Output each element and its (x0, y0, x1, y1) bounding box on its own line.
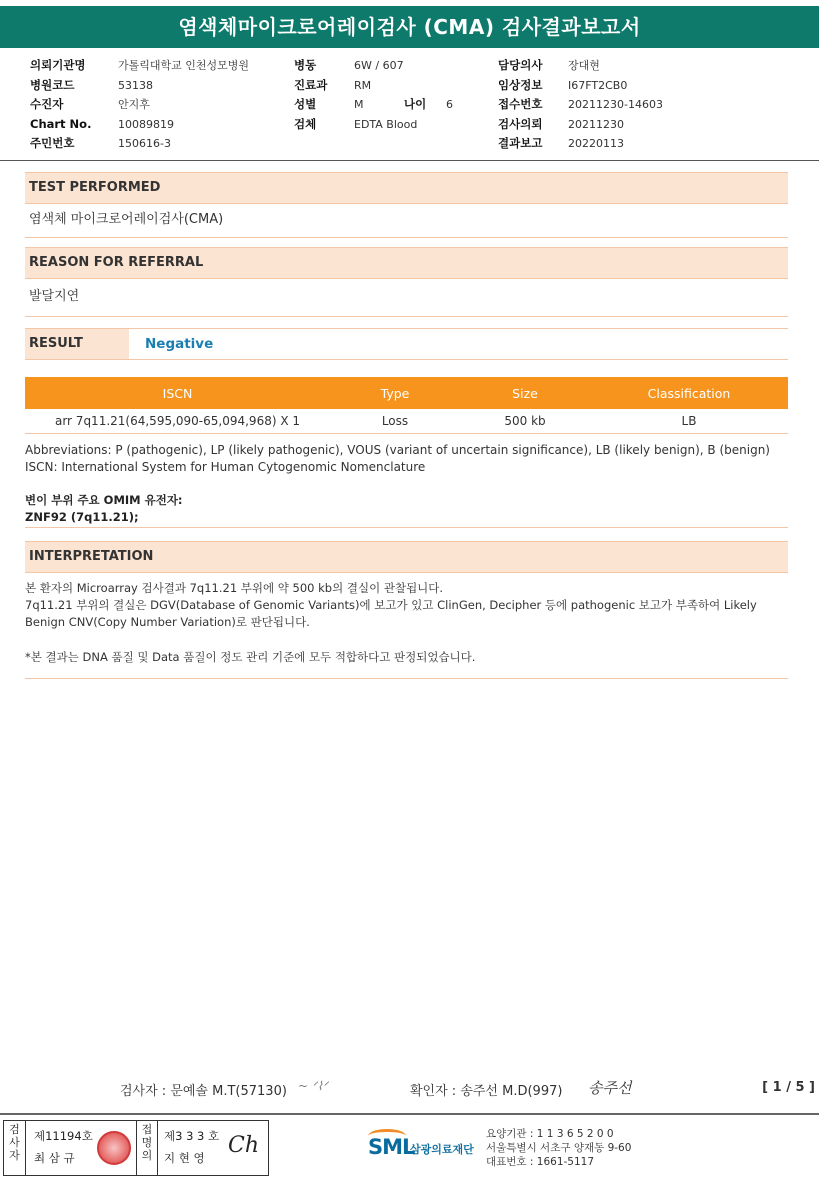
result-heading: RESULT (25, 329, 129, 359)
info-value: EDTA Blood (354, 117, 418, 131)
confirmer-sign: 송주선 (588, 1079, 632, 1097)
tester-signature: 검사자 : 문예솔 M.T(57130) (120, 1084, 287, 1099)
info-row (294, 76, 417, 96)
logo-mark: SML (368, 1135, 415, 1159)
cell-type: Loss (330, 409, 460, 433)
info-value: 10089819 (118, 117, 174, 131)
patient-info-column-2 (294, 56, 453, 134)
column-header-classification: Classification (590, 377, 788, 409)
handwritten-signature: Ch (228, 1133, 260, 1158)
patient-info-column-1 (30, 56, 249, 154)
info-label: 검사의뢰 (498, 116, 543, 131)
column-header-type: Type (330, 377, 460, 409)
referral-value: 발달지연 (25, 280, 788, 317)
info-value: 6W / 607 (354, 59, 404, 72)
lab-box-cell (164, 1121, 219, 1175)
license-name: 최 삼 규 (34, 1151, 75, 1165)
info-value: 20211230 (568, 117, 624, 131)
info-label: 의뢰기관명 (30, 58, 86, 72)
info-label: 병원코드 (30, 77, 75, 92)
interpretation-line: 7q11.21 부위의 결실은 DGV(Database of Genomic Variants)에 보고가 있고 ClinGen, Decipher 등에 pathogenic 보고가 부족하여 Likely (25, 598, 757, 612)
lab-box-label: 검사자 (4, 1121, 26, 1175)
patient-info (30, 56, 810, 156)
iscn-table (25, 377, 788, 434)
info-label: 주민번호 (30, 136, 75, 150)
license-number: 제3 3 3 호 (164, 1129, 220, 1143)
abbreviations-line: Abbreviations: P (pathogenic), LP (likely pathogenic), VOUS (variant of uncertain significance), LB (likely benign), B (benign) (25, 443, 770, 457)
seal-stamp-icon (97, 1131, 131, 1165)
test-performed-heading: TEST PERFORMED (25, 172, 788, 204)
report-title: 염색체마이크로어레이검사 (CMA) 검사결과보고서 (0, 6, 819, 48)
lab-box-label: 접명의 (136, 1121, 158, 1175)
info-label: 담당의사 (498, 58, 543, 72)
column-header-iscn: ISCN (25, 377, 330, 409)
divider (25, 678, 788, 679)
info-row (30, 76, 249, 96)
info-label: 진료과 (294, 77, 328, 92)
info-row (498, 134, 663, 154)
age-field (404, 95, 453, 115)
info-label: Chart No. (30, 116, 92, 131)
contact-line: 대표번호 : 1661-5117 (486, 1156, 595, 1168)
contact-info (486, 1127, 631, 1169)
info-row (294, 95, 453, 115)
table-row (25, 409, 788, 433)
cell-classification: LB (590, 409, 788, 433)
info-label: 접수번호 (498, 97, 543, 111)
license-number: 제11194호 (34, 1129, 93, 1143)
info-row (294, 56, 417, 76)
info-row (498, 95, 663, 115)
info-row (294, 115, 417, 135)
interpretation-heading: INTERPRETATION (25, 541, 788, 573)
cell-iscn: arr 7q11.21(64,595,090-65,094,968) X 1 (25, 409, 330, 433)
referral-heading: REASON FOR REFERRAL (25, 247, 788, 279)
test-performed-value: 염색체 마이크로어레이검사(CMA) (25, 204, 788, 238)
age-label: 나이 (404, 97, 427, 111)
lab-certification-box (3, 1120, 269, 1176)
license-name: 지 현 영 (164, 1151, 205, 1165)
info-row (30, 134, 249, 154)
signatures (0, 1077, 819, 1101)
divider (0, 160, 819, 161)
omim-genes (25, 492, 788, 528)
info-value: 150616-3 (118, 137, 171, 150)
info-row (30, 56, 249, 76)
interpretation-line: 본 환자의 Microarray 검사결과 7q11.21 부위에 약 500 kb의 결실이 관찰됩니다. (25, 581, 444, 595)
patient-info-column-3 (498, 56, 663, 154)
quality-note: *본 결과는 DNA 품질 및 Data 품질이 정도 관리 기준에 모두 적합하다고 판정되었습니다. (25, 650, 476, 664)
info-label: 성별 (294, 97, 317, 111)
info-row (498, 115, 663, 135)
organization-name: 삼광의료재단 (410, 1143, 474, 1156)
column-header-size: Size (460, 377, 590, 409)
info-label: 병동 (294, 58, 317, 72)
result-row (25, 328, 788, 360)
tester-sign-image: ~ ᐟ⌇ᐟ (298, 1079, 328, 1093)
page-number: [ 1 / 5 ] (762, 1080, 815, 1095)
abbreviations (25, 442, 795, 476)
info-row (30, 95, 249, 115)
contact-line: 서울특별시 서초구 양재동 9-60 (486, 1142, 632, 1154)
info-row (498, 56, 663, 76)
info-label: 검체 (294, 116, 317, 131)
iscn-definition: ISCN: International System for Human Cytogenomic Nomenclature (25, 460, 426, 474)
info-label: 결과보고 (498, 136, 543, 150)
age-value: 6 (446, 98, 453, 111)
info-value: 가톨릭대학교 인천성모병원 (118, 59, 250, 72)
contact-line: 요양기관 : 1 1 3 6 5 2 0 0 (486, 1128, 614, 1140)
info-value: 20211230-14603 (568, 98, 663, 111)
result-value: Negative (145, 336, 214, 352)
info-label: 임상정보 (498, 77, 543, 92)
info-value: I67FT2CB0 (568, 78, 628, 92)
info-value: 안지후 (118, 98, 150, 111)
lab-box-cell (34, 1121, 93, 1175)
info-value: 53138 (118, 78, 153, 92)
confirmer-signature: 확인자 : 송주선 M.D(997) (410, 1084, 563, 1099)
info-row (498, 76, 663, 96)
info-value: 20220113 (568, 137, 624, 150)
sml-logo (368, 1127, 488, 1167)
interpretation-text (25, 580, 795, 631)
omim-heading: 변이 부위 주요 OMIM 유전자: (25, 493, 183, 507)
omim-gene-list: ZNF92 (7q11.21); (25, 510, 139, 524)
info-row (30, 115, 249, 135)
interpretation-line: Benign CNV(Copy Number Variation)로 판단됩니다. (25, 615, 310, 629)
info-value: M (354, 98, 364, 111)
divider (0, 1113, 819, 1115)
info-label: 수진자 (30, 97, 64, 111)
table-header-row (25, 377, 788, 409)
info-value: RM (354, 78, 372, 92)
cell-size: 500 kb (460, 409, 590, 433)
info-value: 장대현 (568, 59, 600, 72)
